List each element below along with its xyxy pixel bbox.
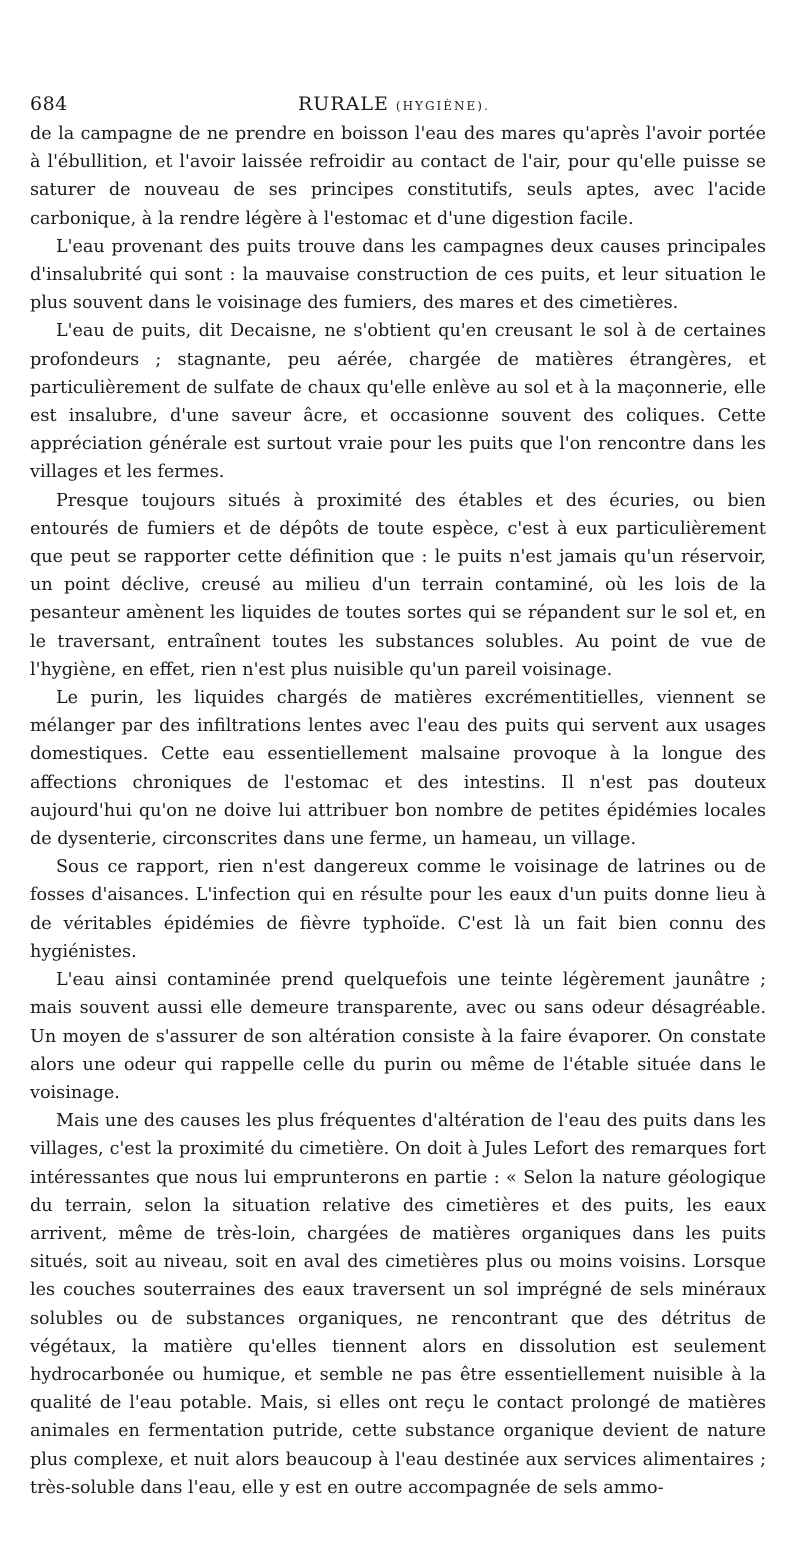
page-header xyxy=(30,88,766,120)
running-subtitle: (HYGIÈNE). xyxy=(395,99,490,113)
running-head xyxy=(298,88,490,122)
paragraph-cimetiere: Mais une des causes les plus fréquentes d'altération de l'eau des puits dans les villages, c'est la proximité du cimetière. On doit à Jules Lefort des remarques fort intéressantes que nous lui emprunterons en partie : « Selon la nature géologique du terrain, selon la situation relative des cimetières et des puits, les eaux arrivent, même de très-loin, chargées de matières organiques dans les puits situés, soit au niveau, soit en aval des cimetières plus ou moins voisins. Lorsque les couches souterraines des eaux traversent un sol imprégné de sels minéraux solubles ou de substances organiques, ne rencontrant que des détritus de végétaux, la matière qu'elles tiennent alors en dissolution est seulement hydrocarbonée ou humique, et semble ne pas être essentiellement nuisible à la qualité de l'eau potable. Mais, si elles ont reçu le contact prolongé de matières animales en fermentation putride, cette substance organique devient de nature plus complexe, et nuit alors beaucoup à l'eau destinée aux services alimentaires ; très-soluble dans l'eau, elle y est en outre accompagnée de sels ammo- xyxy=(30,1111,766,1498)
paragraph-decaisne: L'eau de puits, dit Decaisne, ne s'obtient qu'en creusant le sol à de certaines profondeurs ; stagnante, peu aérée, chargée de matières étrangères, et particulièrement de sulfate de chaux qu'elle enlève au sol et à la maçonnerie, elle est insalubre, d'une saveur âcre, et occasionne souvent des coliques. Cette appréciation générale est surtout vraie pour les puits que l'on rencontre dans les villages et les fermes. xyxy=(30,321,766,483)
page-number: 684 xyxy=(30,93,68,115)
paragraph-latrines: Sous ce rapport, rien n'est dangereux comme le voisinage de latrines ou de fosses d'aisances. L'infection qui en résulte pour les eaux d'un puits donne lieu à de véritables épidémies de fièvre typhoïde. C'est là un fait bien connu des hygiénistes. xyxy=(30,857,766,962)
body-text xyxy=(30,120,766,1502)
running-title: RURALE xyxy=(298,93,389,115)
paragraph-puits-insalubrite: L'eau provenant des puits trouve dans les campagnes deux causes principales d'insalubrité qui sont : la mauvaise construction de ces puits, et leur situation le plus souvent dans le voisinage des fumiers, des mares et des cimetières. xyxy=(30,236,766,314)
paragraph-continuation: de la campagne de ne prendre en boisson l'eau des mares qu'après l'avoir portée à l'ébullition, et l'avoir laissée refroidir au contact de l'air, pour qu'elle puisse se saturer de nouveau de ses principes constitutifs, seuls aptes, avec l'acide carbonique, à la rendre légère à l'estomac et d'une digestion facile. xyxy=(30,124,766,229)
book-page xyxy=(30,88,766,1502)
paragraph-proximite-etables: Presque toujours situés à proximité des étables et des écuries, ou bien entourés de fumiers et de dépôts de toute espèce, c'est à eux particulièrement que peut se rapporter cette définition que : le puits n'est jamais qu'un réservoir, un point déclive, creusé au milieu d'un terrain contaminé, où les lois de la pesanteur amènent les liquides de toutes sortes qui se répandent sur le sol et, en le traversant, entraînent toutes les substances solubles. Au point de vue de l'hygiène, en effet, rien n'est plus nuisible qu'un pareil voisinage. xyxy=(30,490,766,680)
paragraph-purin: Le purin, les liquides chargés de matières excrémentitielles, viennent se mélanger par des infiltrations lentes avec l'eau des puits qui servent aux usages domestiques. Cette eau essentiellement malsaine provoque à la longue des affections chroniques de l'estomac et des intestins. Il n'est pas douteux aujourd'hui qu'on ne doive lui attribuer bon nombre de petites épidémies locales de dysenterie, circonscrites dans une ferme, un hameau, un village. xyxy=(30,688,766,850)
paragraph-eau-contaminee: L'eau ainsi contaminée prend quelquefois une teinte légèrement jaunâtre ; mais souvent aussi elle demeure transparente, avec ou sans odeur désagréable. Un moyen de s'assurer de son altération consiste à la faire évaporer. On constate alors une odeur qui rappelle celle du purin ou même de l'étable située dans le voisinage. xyxy=(30,970,766,1103)
